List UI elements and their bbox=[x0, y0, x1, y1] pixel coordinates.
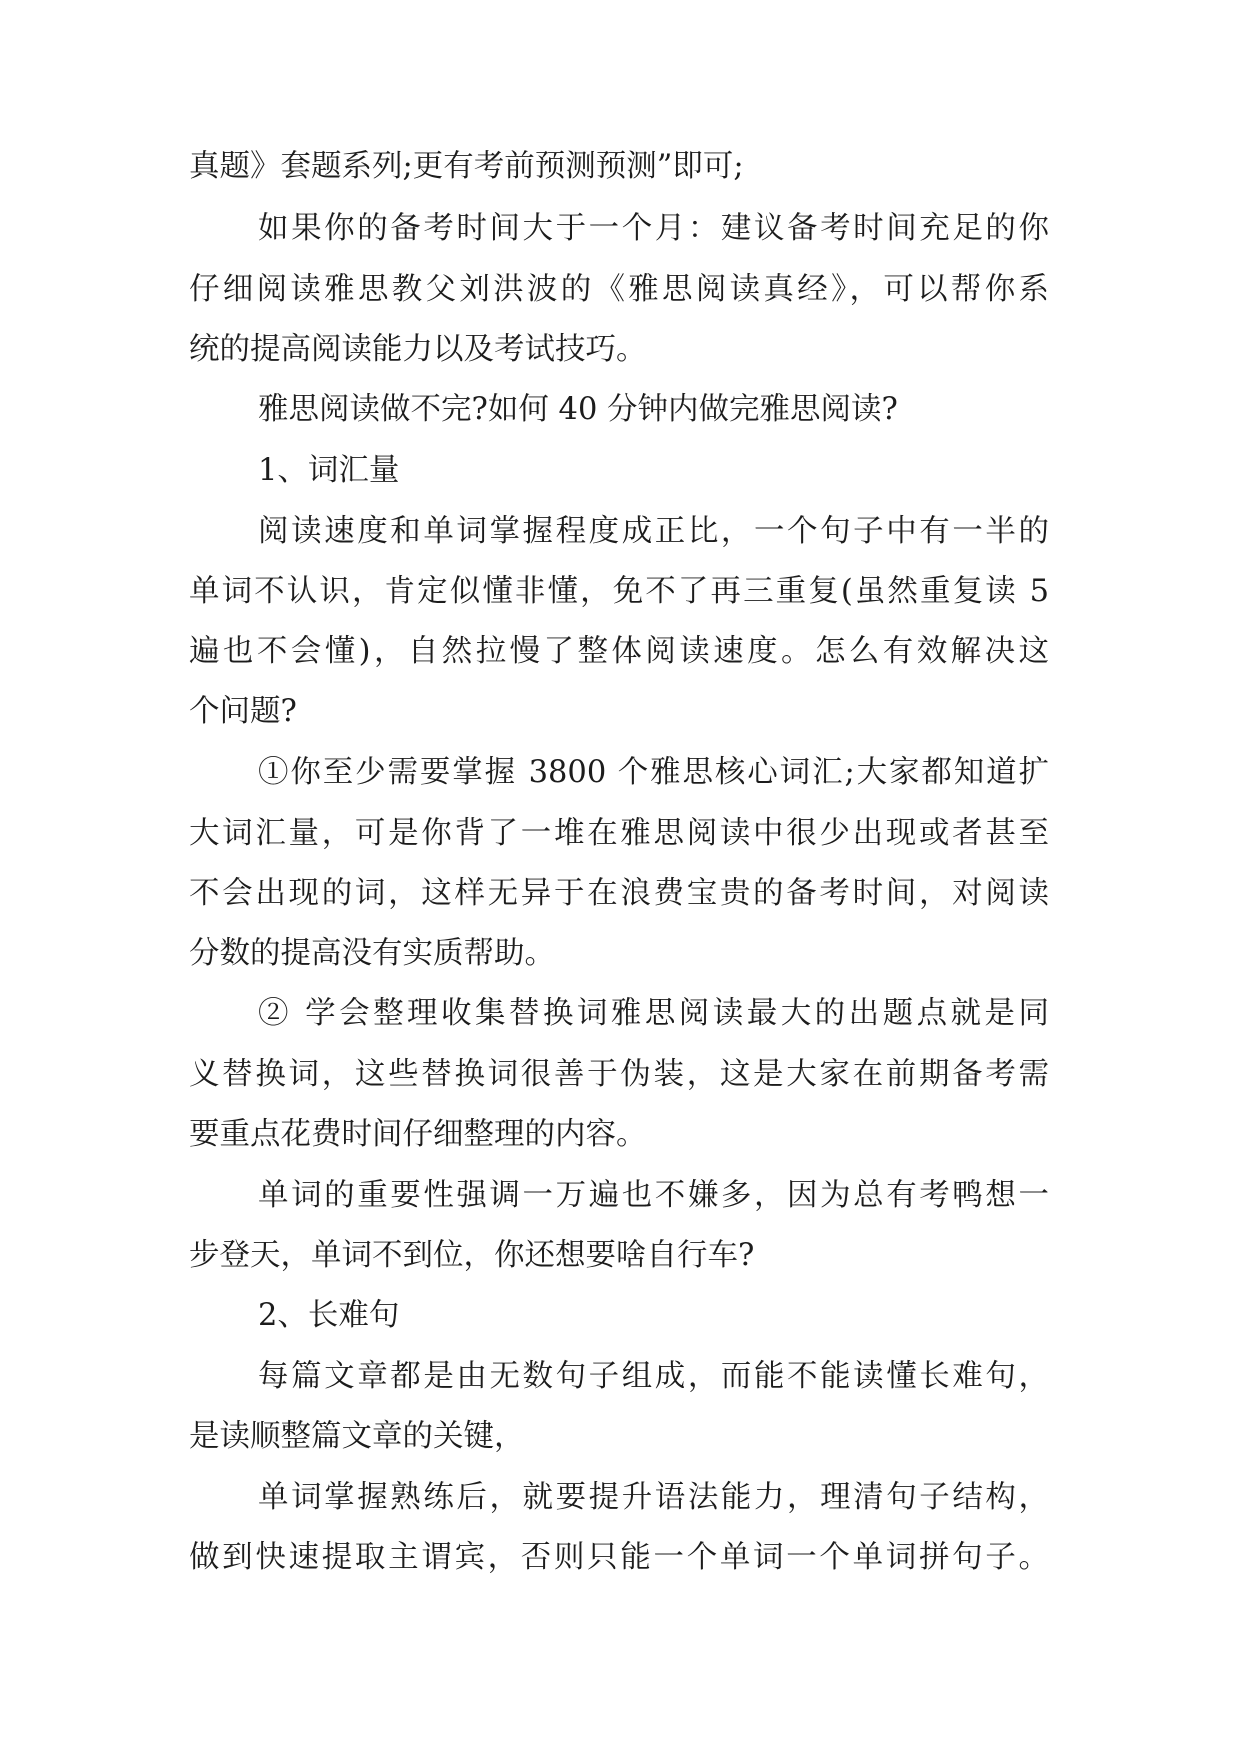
paragraph-line: 遍也不会懂)，自然拉慢了整体阅读速度。怎么有效解决这 bbox=[189, 634, 1049, 669]
paragraph-line: 要重点花费时间仔细整理的内容。 bbox=[189, 1117, 647, 1152]
paragraph-line: 单词不认识，肯定似懂非懂，免不了再三重复(虽然重复读 5 bbox=[189, 574, 1049, 609]
paragraph-line: 阅读速度和单词掌握程度成正比，一个句子中有一半的 bbox=[258, 514, 1049, 549]
paragraph-line: 真题》套题系列;更有考前预测预测”即可; bbox=[189, 149, 744, 184]
section-question: 雅思阅读做不完?如何 40 分钟内做完雅思阅读? bbox=[258, 392, 898, 427]
paragraph-line: 单词掌握熟练后，就要提升语法能力，理清句子结构， bbox=[258, 1480, 1049, 1515]
paragraph-line: 步登天，单词不到位，你还想要啥自行车? bbox=[189, 1238, 755, 1273]
section-heading: 1、词汇量 bbox=[258, 453, 400, 488]
paragraph-line: 单词的重要性强调一万遍也不嫌多，因为总有考鸭想一 bbox=[258, 1178, 1049, 1213]
paragraph-line: 仔细阅读雅思教父刘洪波的《雅思阅读真经》，可以帮你系 bbox=[189, 272, 1049, 307]
paragraph-line: 是读顺整篇文章的关键， bbox=[189, 1419, 525, 1454]
paragraph-line: 每篇文章都是由无数句子组成，而能不能读懂长难句， bbox=[258, 1359, 1049, 1394]
paragraph-line: ①你至少需要掌握 3800 个雅思核心词汇;大家都知道扩 bbox=[258, 755, 1049, 790]
paragraph-line: 大词汇量，可是你背了一堆在雅思阅读中很少出现或者甚至 bbox=[189, 816, 1049, 851]
paragraph-line: 统的提高阅读能力以及考试技巧。 bbox=[189, 332, 647, 367]
paragraph-line: ② 学会整理收集替换词雅思阅读最大的出题点就是同 bbox=[258, 996, 1049, 1031]
paragraph-line: 不会出现的词，这样无异于在浪费宝贵的备考时间，对阅读 bbox=[189, 876, 1049, 911]
paragraph-line: 个问题? bbox=[189, 694, 297, 729]
paragraph-line: 分数的提高没有实质帮助。 bbox=[189, 936, 555, 971]
paragraph-line: 义替换词，这些替换词很善于伪装，这是大家在前期备考需 bbox=[189, 1057, 1049, 1092]
paragraph-line: 做到快速提取主谓宾，否则只能一个单词一个单词拼句子。 bbox=[189, 1540, 1049, 1575]
section-heading: 2、长难句 bbox=[258, 1298, 400, 1333]
paragraph-line: 如果你的备考时间大于一个月：建议备考时间充足的你 bbox=[258, 211, 1049, 246]
